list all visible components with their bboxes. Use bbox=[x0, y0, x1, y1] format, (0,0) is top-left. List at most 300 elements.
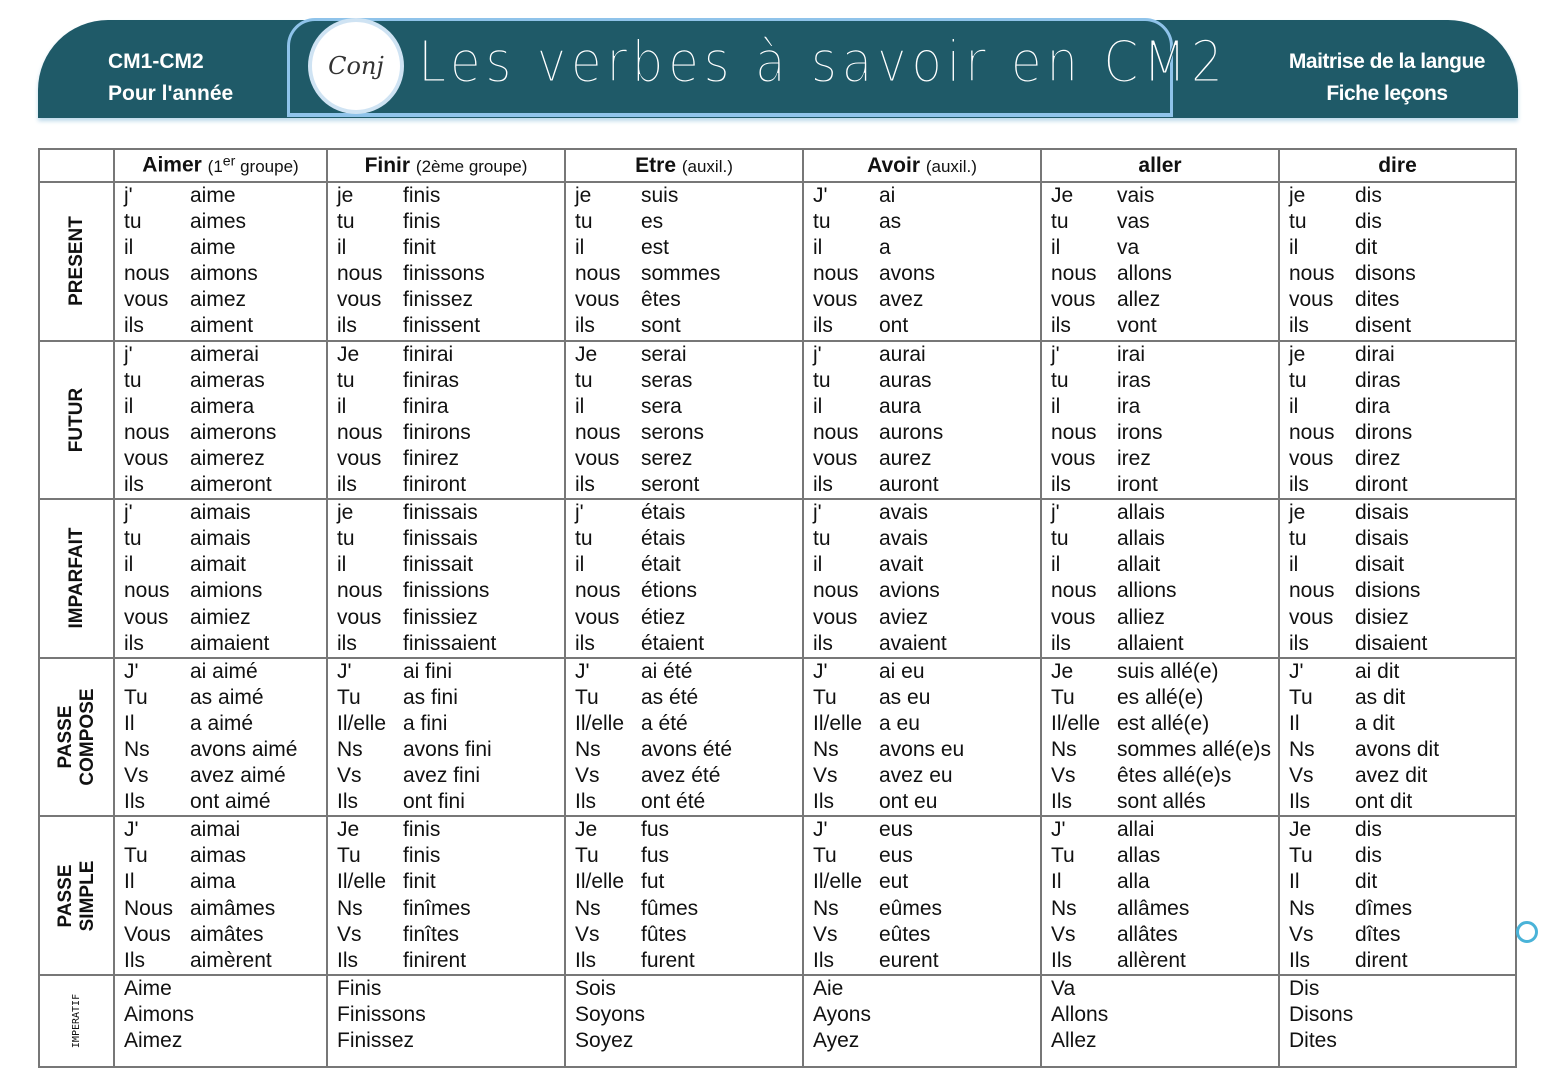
pronoun: vous bbox=[575, 605, 620, 629]
verb-form: dit bbox=[1355, 870, 1378, 894]
conjugation-line bbox=[813, 287, 1040, 313]
verb-form: alliez bbox=[1117, 605, 1165, 629]
verb-form: finis bbox=[403, 184, 441, 207]
verb-form: finira bbox=[403, 394, 449, 418]
conjugation-line bbox=[1051, 287, 1278, 313]
verb-form: finissiez bbox=[403, 605, 478, 629]
conjugation-line bbox=[1051, 817, 1278, 843]
pronoun: je bbox=[1289, 342, 1306, 366]
pronoun: Tu bbox=[575, 685, 599, 709]
conjugation-line bbox=[813, 922, 1040, 948]
verb-form: finîmes bbox=[403, 896, 471, 920]
verb-form: fus bbox=[641, 844, 670, 868]
note-text: (2ème groupe) bbox=[415, 156, 528, 176]
conjugation-cell bbox=[565, 341, 803, 500]
verb-form: êtes allé(e)s bbox=[1117, 764, 1232, 788]
conjugation-line bbox=[575, 843, 802, 869]
conjugation-cell bbox=[803, 499, 1041, 658]
pronoun: je bbox=[1289, 501, 1306, 525]
conjugation-line bbox=[1051, 1028, 1278, 1054]
verb-form: disons bbox=[1355, 262, 1416, 286]
conjugation-line bbox=[124, 659, 326, 685]
pronoun: ils bbox=[124, 314, 144, 338]
conjugation-line bbox=[1051, 976, 1278, 1002]
pronoun: tu bbox=[1051, 368, 1069, 392]
conjugation-line bbox=[1051, 1002, 1278, 1028]
verb-form: aviez bbox=[879, 605, 929, 629]
conjugation-cell bbox=[327, 182, 565, 341]
note-text: (auxil.) bbox=[925, 156, 977, 176]
conjugation-line bbox=[337, 869, 564, 895]
pronoun: tu bbox=[124, 527, 142, 551]
conjugation-line bbox=[813, 313, 1040, 339]
conjugation-line bbox=[1051, 394, 1278, 420]
conjugation-line bbox=[575, 948, 802, 974]
conjugation-cell bbox=[1041, 499, 1279, 658]
pronoun: vous bbox=[337, 605, 382, 629]
conjugation-line bbox=[337, 711, 564, 737]
pronoun: Ns bbox=[813, 737, 839, 761]
conjugation-line bbox=[575, 261, 802, 287]
verb-form: allons bbox=[1117, 262, 1172, 286]
verb-form: disaient bbox=[1355, 631, 1428, 655]
verb-form: aimais bbox=[190, 501, 251, 525]
verb-form: a dit bbox=[1355, 711, 1395, 735]
pronoun: il bbox=[124, 553, 134, 577]
conjugation-line bbox=[124, 896, 326, 922]
pronoun: nous bbox=[575, 579, 621, 603]
conjugation-line bbox=[124, 261, 326, 287]
verb-form: aimera bbox=[190, 394, 255, 418]
pronoun: tu bbox=[337, 368, 355, 392]
conjugation-line bbox=[813, 976, 1040, 1002]
verb-form: eut bbox=[879, 870, 909, 894]
conjugation-line bbox=[337, 313, 564, 339]
verb-form: dis bbox=[1355, 818, 1382, 842]
conjugation-line bbox=[575, 287, 802, 313]
conjugation-line bbox=[337, 817, 564, 843]
conjugation-line bbox=[124, 976, 326, 1002]
verb-form: iras bbox=[1117, 368, 1151, 392]
verb-form: avais bbox=[879, 501, 929, 525]
pronoun: ils bbox=[1051, 631, 1071, 655]
conjugation-line bbox=[1289, 472, 1515, 498]
pronoun: ils bbox=[337, 473, 357, 497]
verb-form: allais bbox=[1117, 527, 1165, 551]
pronoun: Il bbox=[1051, 870, 1062, 894]
conjugation-line bbox=[124, 578, 326, 604]
tense-label: PRESENT bbox=[65, 216, 87, 307]
conjugation-cell bbox=[1279, 658, 1516, 817]
conjugation-line bbox=[813, 843, 1040, 869]
verb-form: ai aimé bbox=[190, 659, 258, 683]
verb-form: serez bbox=[641, 446, 693, 470]
pronoun: J' bbox=[813, 818, 828, 842]
conjugation-table bbox=[38, 148, 1517, 1068]
pronoun: Ils bbox=[337, 948, 358, 972]
pronoun: j' bbox=[813, 501, 822, 525]
pronoun: Je bbox=[575, 818, 598, 842]
conjugation-line bbox=[337, 578, 564, 604]
pronoun: Il/elle bbox=[813, 711, 863, 735]
conjugation-line bbox=[337, 948, 564, 974]
conjugation-line bbox=[813, 817, 1040, 843]
pronoun: tu bbox=[575, 368, 593, 392]
verb-form: Allons bbox=[1051, 1002, 1109, 1026]
conjugation-line bbox=[575, 209, 802, 235]
pronoun: il bbox=[1051, 553, 1061, 577]
tense-label-cell bbox=[39, 182, 114, 341]
conjugation-line bbox=[124, 368, 326, 394]
tense-row bbox=[39, 182, 1516, 341]
conjugation-line bbox=[575, 922, 802, 948]
verb-form: a bbox=[879, 236, 891, 260]
conjugation-line bbox=[124, 922, 326, 948]
conjugation-line bbox=[124, 711, 326, 737]
conjugation-line bbox=[1051, 183, 1278, 209]
verb-form: as dit bbox=[1355, 685, 1406, 709]
verb-form: aura bbox=[879, 394, 922, 418]
conjugation-line bbox=[813, 183, 1040, 209]
pronoun: J' bbox=[1289, 659, 1304, 683]
pronoun: Je bbox=[1051, 184, 1074, 207]
header-row bbox=[39, 149, 1516, 182]
conjugation-line bbox=[337, 209, 564, 235]
verb-form: finiras bbox=[403, 368, 460, 392]
conjugation-line bbox=[1289, 552, 1515, 578]
verb-form: aimèrent bbox=[190, 948, 272, 972]
pronoun: Je bbox=[575, 342, 598, 366]
conjugation-line bbox=[813, 526, 1040, 552]
verb-form: avez dit bbox=[1355, 764, 1428, 788]
verb-form: Dis bbox=[1289, 976, 1320, 1000]
pronoun: Ns bbox=[1289, 896, 1315, 920]
conjugation-cell bbox=[803, 182, 1041, 341]
verb-form: as bbox=[879, 210, 902, 234]
pronoun: ils bbox=[575, 314, 595, 338]
pronoun: vous bbox=[1051, 288, 1096, 312]
pronoun: il bbox=[337, 236, 347, 260]
tense-row bbox=[39, 658, 1516, 817]
pronoun: Il/elle bbox=[337, 870, 387, 894]
verb-form: eus bbox=[879, 844, 913, 868]
conjugation-line bbox=[337, 631, 564, 657]
verb-form: Disons bbox=[1289, 1002, 1354, 1026]
conjugation-line bbox=[1289, 526, 1515, 552]
pronoun: nous bbox=[337, 579, 383, 603]
pronoun: J' bbox=[813, 659, 828, 683]
tense-label: PASSE COMPOSE bbox=[54, 688, 98, 786]
verb-form: aimas bbox=[190, 844, 247, 868]
conjugation-line bbox=[575, 420, 802, 446]
pronoun: J' bbox=[813, 184, 828, 207]
verb-form: est allé(e) bbox=[1117, 711, 1210, 735]
conjugation-line bbox=[124, 342, 326, 368]
pronoun: Ils bbox=[813, 790, 834, 814]
verb-form: allez bbox=[1117, 288, 1161, 312]
pronoun: Il bbox=[1289, 870, 1300, 894]
tense-label-cell bbox=[39, 975, 114, 1067]
verb-form: va bbox=[1117, 236, 1140, 260]
conjugation-line bbox=[337, 843, 564, 869]
column-header-etre bbox=[565, 149, 803, 182]
verb-form: fûtes bbox=[641, 922, 687, 946]
verb-form: as fini bbox=[403, 685, 458, 709]
pronoun: Tu bbox=[337, 844, 361, 868]
conjugation-line bbox=[813, 763, 1040, 789]
conjugation-line bbox=[337, 737, 564, 763]
conjugation-line bbox=[337, 922, 564, 948]
verb-form: finirons bbox=[403, 420, 471, 444]
verb-form: aimions bbox=[190, 579, 263, 603]
tense-label: IMPERATIF bbox=[70, 993, 82, 1048]
verb-form: avez été bbox=[641, 764, 721, 788]
pronoun: tu bbox=[124, 210, 142, 234]
page-title: Les verbes à savoir en CM2 bbox=[418, 30, 1228, 95]
verb-form: disais bbox=[1355, 501, 1409, 525]
pronoun: Tu bbox=[575, 844, 599, 868]
pronoun: J' bbox=[124, 818, 139, 842]
conjugation-line bbox=[575, 552, 802, 578]
conjugation-line bbox=[1051, 605, 1278, 631]
verb-form: ai eu bbox=[879, 659, 925, 683]
conjugation-line bbox=[337, 183, 564, 209]
conjugation-line bbox=[575, 763, 802, 789]
pronoun: Tu bbox=[1051, 685, 1075, 709]
conjugation-line bbox=[124, 472, 326, 498]
pronoun: J' bbox=[124, 659, 139, 683]
conjugation-line bbox=[1289, 209, 1515, 235]
pronoun: Tu bbox=[813, 685, 837, 709]
conjugation-line bbox=[813, 789, 1040, 815]
pronoun: nous bbox=[813, 579, 859, 603]
conjugation-line bbox=[337, 659, 564, 685]
verb-form: es allé(e) bbox=[1117, 685, 1204, 709]
verb-form: Aimez bbox=[124, 1029, 183, 1052]
verb-form: ai bbox=[879, 184, 896, 207]
conjugation-line bbox=[575, 313, 802, 339]
verb-form: eus bbox=[879, 818, 913, 842]
verb-form: dit bbox=[1355, 236, 1378, 260]
pronoun: il bbox=[1289, 394, 1299, 418]
pronoun: vous bbox=[1289, 446, 1334, 470]
pronoun: vous bbox=[1289, 605, 1334, 629]
pronoun: vous bbox=[1051, 446, 1096, 470]
verb-form: es bbox=[641, 210, 664, 234]
pronoun: il bbox=[575, 553, 585, 577]
column-header-dire bbox=[1279, 149, 1516, 182]
pronoun: Vs bbox=[124, 764, 149, 788]
conjugation-line bbox=[813, 420, 1040, 446]
conjugation-cell bbox=[327, 499, 565, 658]
conjugation-cell bbox=[1041, 341, 1279, 500]
conjugation-line bbox=[337, 446, 564, 472]
pronoun: il bbox=[1289, 236, 1299, 260]
verb-form: a été bbox=[641, 711, 688, 735]
conjugation-cell bbox=[1279, 341, 1516, 500]
conjugation-line bbox=[813, 209, 1040, 235]
verb-form: aimeront bbox=[190, 473, 272, 497]
verb-form: allaient bbox=[1117, 631, 1184, 655]
conjugation-line bbox=[124, 1002, 326, 1028]
pronoun: ils bbox=[813, 631, 833, 655]
verb-form: ont bbox=[879, 314, 909, 338]
pronoun: Je bbox=[337, 342, 360, 366]
verb-form: irez bbox=[1117, 446, 1151, 470]
pronoun: nous bbox=[1051, 420, 1097, 444]
conjugation-line bbox=[813, 659, 1040, 685]
conjugation-line bbox=[124, 394, 326, 420]
conjugation-line bbox=[575, 472, 802, 498]
pronoun: tu bbox=[813, 368, 831, 392]
pronoun: tu bbox=[1051, 527, 1069, 551]
conjugation-line bbox=[575, 1002, 802, 1028]
pronoun: nous bbox=[337, 262, 383, 286]
verb-form: vont bbox=[1117, 314, 1157, 338]
pronoun: Vs bbox=[1289, 922, 1314, 946]
pronoun: vous bbox=[1051, 605, 1096, 629]
conjugation-line bbox=[1051, 659, 1278, 685]
pronoun: Ils bbox=[1289, 948, 1310, 972]
conjugation-line bbox=[1289, 368, 1515, 394]
tense-row bbox=[39, 816, 1516, 975]
conjugation-cell bbox=[1279, 816, 1516, 975]
pronoun: Vs bbox=[575, 922, 600, 946]
pronoun: Ns bbox=[337, 896, 363, 920]
pronoun: vous bbox=[575, 446, 620, 470]
verb-form: dîmes bbox=[1355, 896, 1413, 920]
verb-form: sont bbox=[641, 314, 681, 338]
conjugation-cell bbox=[1041, 182, 1279, 341]
conjugation-line bbox=[1051, 896, 1278, 922]
conjugation-line bbox=[575, 368, 802, 394]
verb-form: seront bbox=[641, 473, 700, 497]
verb-form: aurai bbox=[879, 342, 926, 366]
conjugation-line bbox=[337, 526, 564, 552]
column-header-avoir bbox=[803, 149, 1041, 182]
verb-form: étais bbox=[641, 527, 686, 551]
conjugation-line bbox=[575, 685, 802, 711]
verb-form: avons fini bbox=[403, 737, 492, 761]
verb-form: étaient bbox=[641, 631, 705, 655]
verb-form: disait bbox=[1355, 553, 1405, 577]
note-text: groupe) bbox=[235, 156, 299, 176]
verb-form: étions bbox=[641, 579, 698, 603]
note-text: (1 bbox=[207, 156, 223, 176]
conjugation-line bbox=[124, 183, 326, 209]
verb-form: aimiez bbox=[190, 605, 251, 629]
conjugation-line bbox=[124, 446, 326, 472]
verb-form: avais bbox=[879, 527, 929, 551]
verb-form: Sois bbox=[575, 976, 616, 1000]
verb-form: finissons bbox=[403, 262, 485, 286]
conjugation-line bbox=[1289, 976, 1515, 1002]
conjugation-cell bbox=[114, 975, 327, 1067]
pronoun: Ils bbox=[1051, 948, 1072, 972]
verb-form: avaient bbox=[879, 631, 947, 655]
verb-form: Soyons bbox=[575, 1002, 646, 1026]
conjugation-line bbox=[1051, 261, 1278, 287]
conjugation-line bbox=[124, 737, 326, 763]
conjugation-line bbox=[813, 685, 1040, 711]
pronoun: il bbox=[124, 394, 134, 418]
corner-cell bbox=[39, 149, 114, 182]
verb-note bbox=[207, 153, 299, 176]
conjugation-line bbox=[1289, 313, 1515, 339]
pronoun: tu bbox=[337, 527, 355, 551]
conjugation-cell bbox=[803, 341, 1041, 500]
verb-form: sont allés bbox=[1117, 790, 1206, 814]
verb-form: allai bbox=[1117, 818, 1155, 842]
verb-form: disent bbox=[1355, 314, 1412, 338]
pronoun: nous bbox=[1051, 262, 1097, 286]
pronoun: J' bbox=[575, 659, 590, 683]
conjugation-cell bbox=[1041, 658, 1279, 817]
verb-form: serai bbox=[641, 342, 687, 366]
loading-ring-icon[interactable] bbox=[1516, 921, 1538, 943]
verb-form: fûmes bbox=[641, 896, 699, 920]
conjugation-cell bbox=[327, 975, 565, 1067]
verb-form: a eu bbox=[879, 711, 920, 735]
pronoun: nous bbox=[124, 262, 170, 286]
conjugation-line bbox=[124, 948, 326, 974]
pronoun: tu bbox=[337, 210, 355, 234]
conjugation-line bbox=[1289, 948, 1515, 974]
conjugation-line bbox=[124, 209, 326, 235]
verb-form: aimez bbox=[190, 288, 247, 312]
verb-form: avait bbox=[879, 553, 924, 577]
verb-form: aimons bbox=[190, 262, 258, 286]
conjugation-line bbox=[575, 1028, 802, 1054]
tense-label: FUTUR bbox=[65, 387, 87, 453]
conjugation-line bbox=[1051, 737, 1278, 763]
note-text: (auxil.) bbox=[681, 156, 733, 176]
conjugation-line bbox=[1289, 287, 1515, 313]
pronoun: Ns bbox=[575, 896, 601, 920]
pronoun: je bbox=[337, 501, 354, 525]
pronoun: nous bbox=[813, 420, 859, 444]
pronoun: il bbox=[575, 236, 585, 260]
conjugation-line bbox=[1289, 605, 1515, 631]
conjugation-line bbox=[337, 552, 564, 578]
pronoun: il bbox=[575, 394, 585, 418]
verb-form: dirent bbox=[1355, 948, 1408, 972]
conjugation-line bbox=[575, 235, 802, 261]
verb-form: sommes bbox=[641, 262, 721, 286]
conjugation-line bbox=[337, 896, 564, 922]
pronoun: Ns bbox=[575, 737, 601, 761]
verb-form: allâmes bbox=[1117, 896, 1190, 920]
pronoun: nous bbox=[575, 262, 621, 286]
verb-form: vas bbox=[1117, 210, 1150, 234]
verb-form: Ayez bbox=[813, 1029, 860, 1052]
pronoun: ils bbox=[813, 473, 833, 497]
tense-label-cell bbox=[39, 658, 114, 817]
pronoun: ils bbox=[1289, 473, 1309, 497]
verb-form: Aimons bbox=[124, 1002, 195, 1026]
pronoun: il bbox=[813, 553, 823, 577]
pronoun: Tu bbox=[124, 685, 148, 709]
pronoun: ils bbox=[124, 473, 144, 497]
verb-name: Finir bbox=[364, 153, 411, 177]
conjugation-line bbox=[124, 685, 326, 711]
pronoun: vous bbox=[124, 605, 169, 629]
conjugation-line bbox=[337, 500, 564, 526]
verb-form: diras bbox=[1355, 368, 1401, 392]
verb-form: allions bbox=[1117, 579, 1177, 603]
verb-form: aimais bbox=[190, 527, 251, 551]
pronoun: ils bbox=[575, 631, 595, 655]
